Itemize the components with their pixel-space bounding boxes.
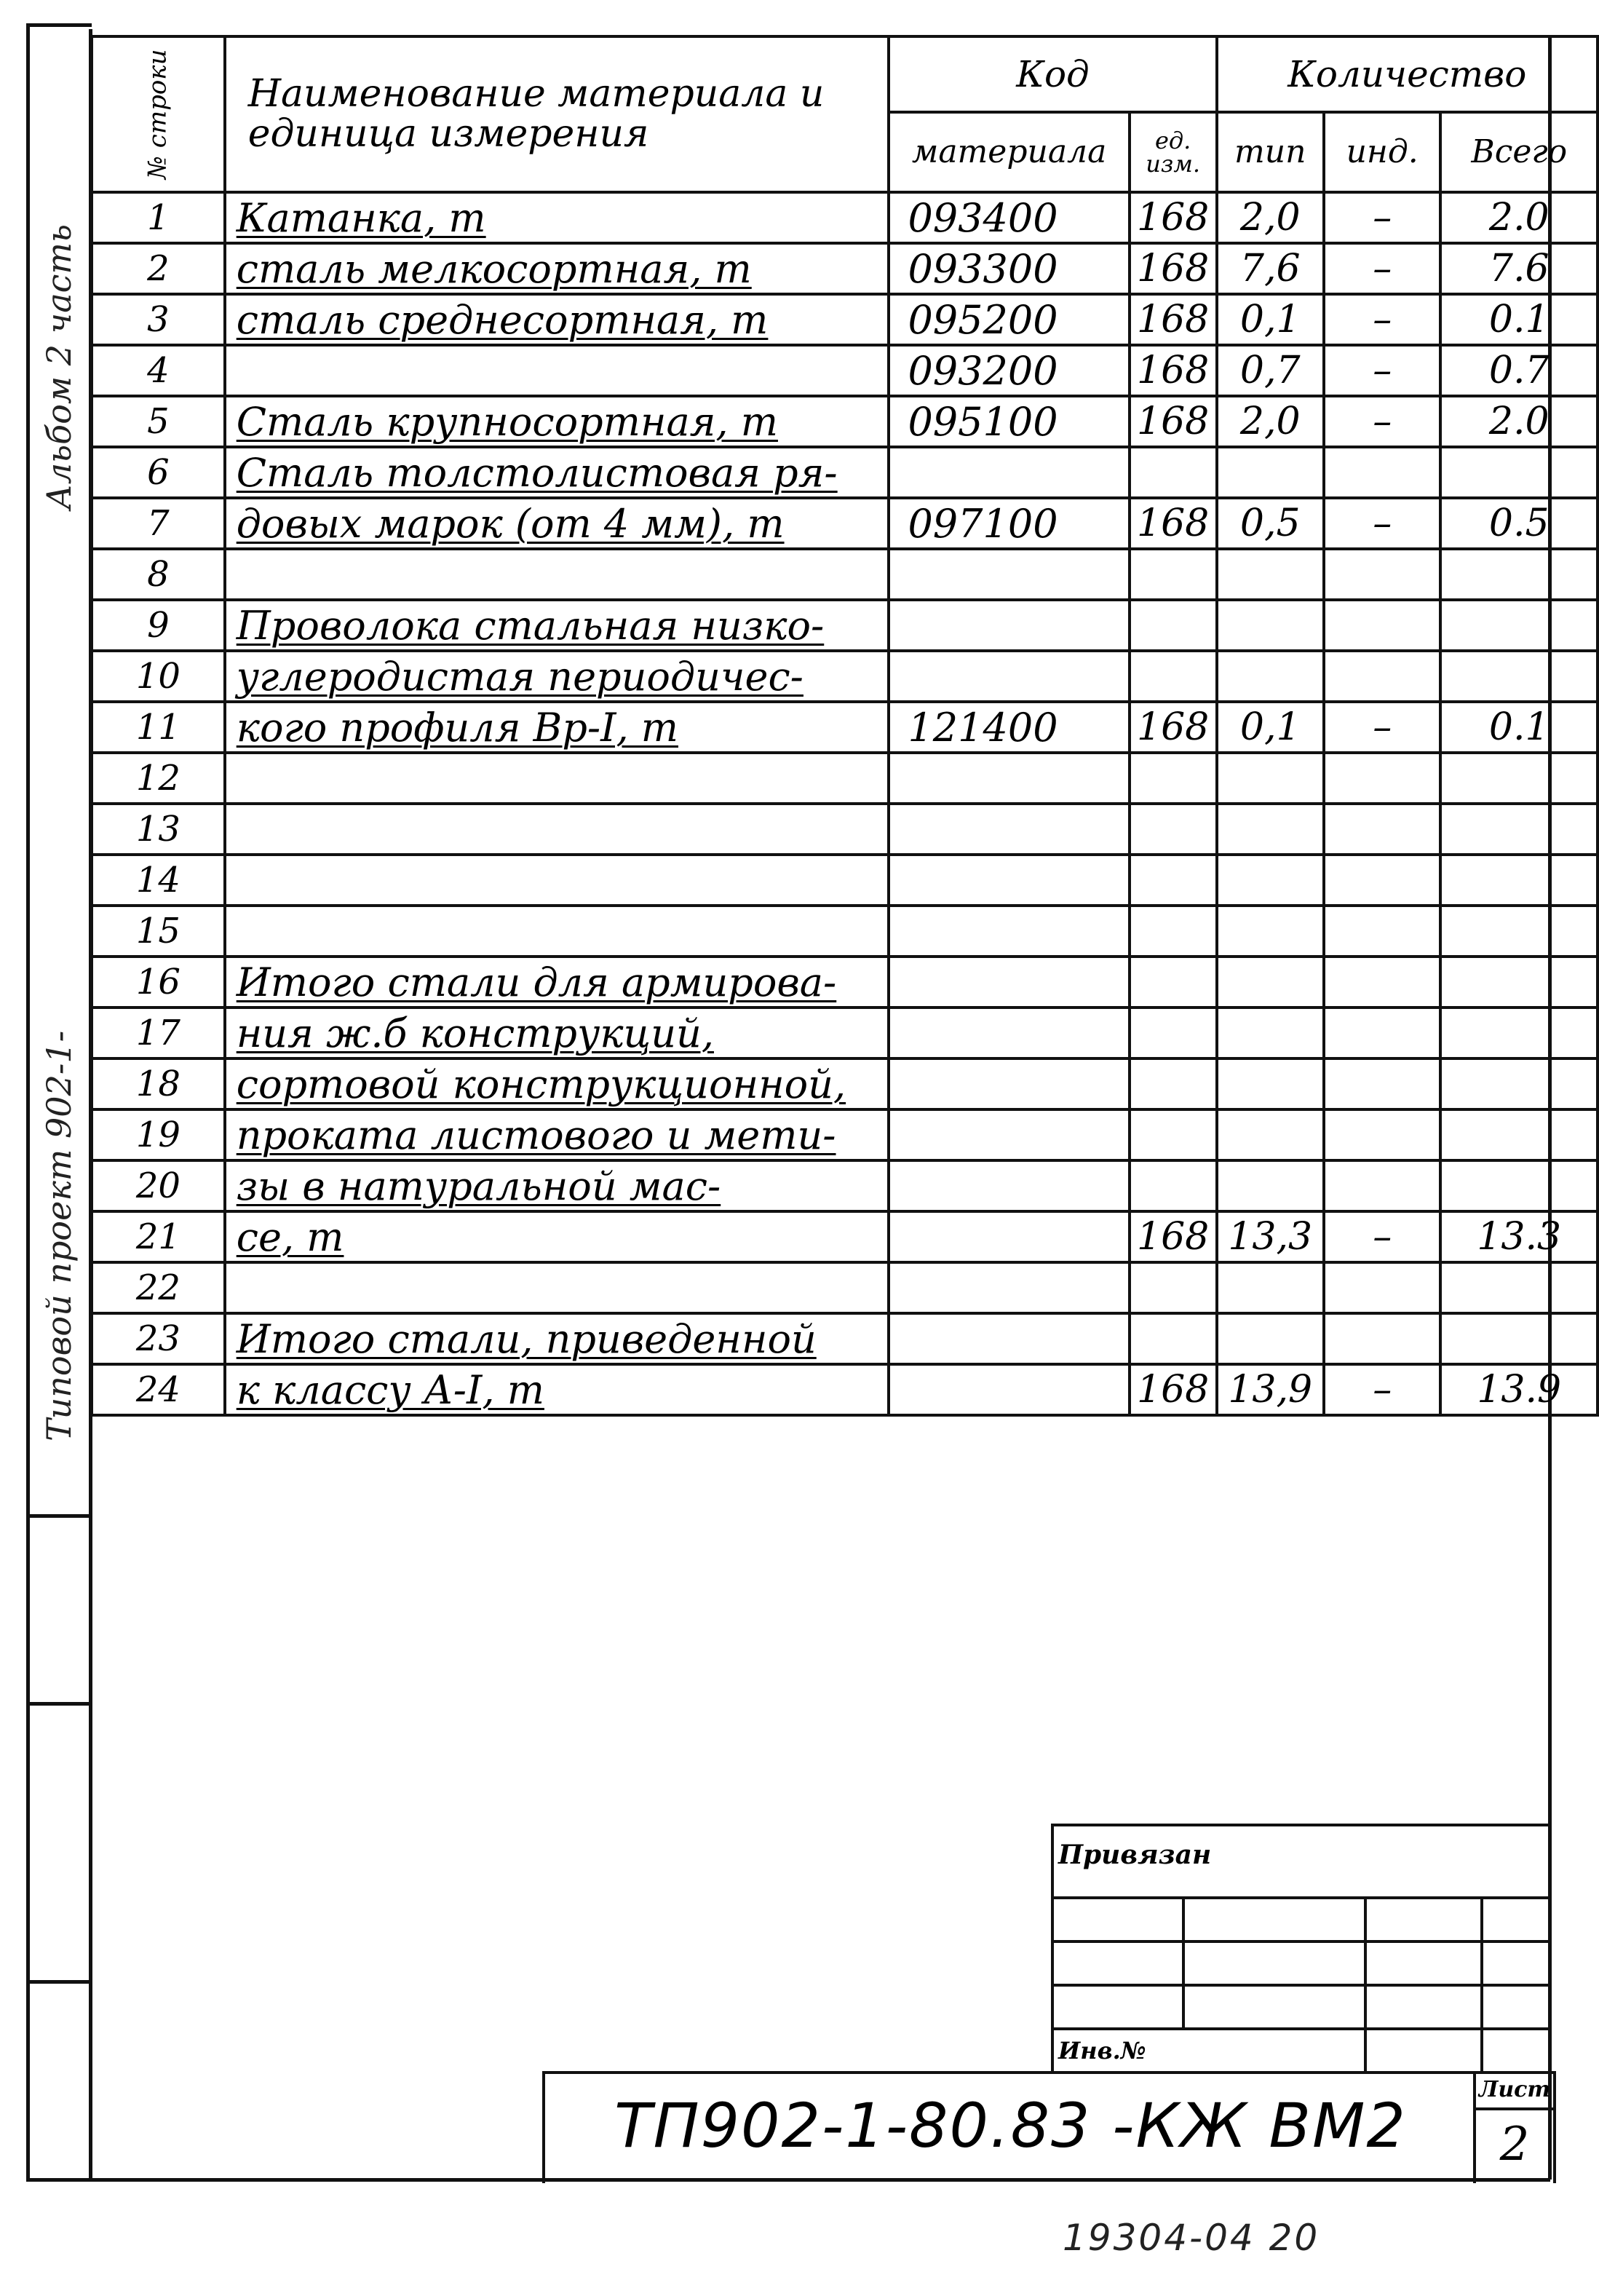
unit-code: 168 — [1130, 345, 1217, 396]
qty-type — [1217, 906, 1324, 957]
unit-code — [1130, 804, 1217, 855]
material-name — [225, 1262, 889, 1313]
material-code — [889, 1058, 1129, 1109]
archive-code: 19304-04 20 — [1063, 2217, 1320, 2259]
row-number: 21 — [92, 1211, 225, 1262]
qty-total — [1440, 957, 1598, 1008]
qty-total: 2.0 — [1440, 192, 1598, 243]
stamp-cell — [1183, 1898, 1365, 1941]
unit-code — [1130, 957, 1217, 1008]
table-row — [92, 855, 1598, 906]
stamp-cell — [1482, 1941, 1552, 1985]
table-row — [92, 702, 1598, 753]
row-number: 1 — [92, 192, 225, 243]
material-code — [889, 600, 1129, 651]
table-row — [92, 1211, 1598, 1262]
table-row — [92, 1109, 1598, 1160]
qty-type: 0,7 — [1217, 345, 1324, 396]
sheet-label: Лист — [1476, 2077, 1553, 2110]
qty-individual: – — [1324, 345, 1441, 396]
table-row — [92, 600, 1598, 651]
material-code — [889, 1160, 1129, 1211]
qty-total: 0.1 — [1440, 702, 1598, 753]
qty-individual — [1324, 1313, 1441, 1364]
material-code — [889, 1109, 1129, 1160]
row-number: 3 — [92, 294, 225, 345]
material-name: Итого стали для армирова- — [225, 957, 889, 1008]
qty-individual: – — [1324, 1211, 1441, 1262]
qty-individual — [1324, 1008, 1441, 1058]
table-row — [92, 243, 1598, 294]
row-number: 9 — [92, 600, 225, 651]
row-number: 23 — [92, 1313, 225, 1364]
material-code — [889, 651, 1129, 702]
row-number: 11 — [92, 702, 225, 753]
material-code: 093200 — [889, 345, 1129, 396]
row-number: 5 — [92, 396, 225, 447]
material-name: се, т — [225, 1211, 889, 1262]
qty-total: 0.5 — [1440, 498, 1598, 549]
stamp-cell — [1183, 1941, 1365, 1985]
row-number: 17 — [92, 1008, 225, 1058]
header-qty-total: Всего — [1440, 112, 1598, 192]
qty-type: 0,5 — [1217, 498, 1324, 549]
qty-individual: – — [1324, 294, 1441, 345]
unit-code — [1130, 1160, 1217, 1211]
qty-type — [1217, 447, 1324, 498]
header-material-name: Наименование материала и единица измерения — [225, 36, 889, 192]
unit-code: 168 — [1130, 702, 1217, 753]
qty-total — [1440, 1262, 1598, 1313]
material-code — [889, 447, 1129, 498]
header-row-number: № строки — [92, 36, 225, 192]
qty-total: 7.6 — [1440, 243, 1598, 294]
qty-individual — [1324, 1058, 1441, 1109]
qty-type — [1217, 957, 1324, 1008]
sheet-number-box — [1473, 2071, 1556, 2183]
binding-stamp — [1051, 1824, 1552, 2074]
qty-type: 2,0 — [1217, 192, 1324, 243]
unit-code — [1130, 753, 1217, 804]
material-name — [225, 753, 889, 804]
table-row — [92, 294, 1598, 345]
material-code: 095100 — [889, 396, 1129, 447]
table-row — [92, 1364, 1598, 1415]
row-number: 7 — [92, 498, 225, 549]
material-name — [225, 345, 889, 396]
unit-code — [1130, 600, 1217, 651]
qty-individual: – — [1324, 192, 1441, 243]
title-block — [542, 2071, 1476, 2183]
sheet-number: 2 — [1499, 2118, 1530, 2172]
qty-type — [1217, 1008, 1324, 1058]
stamp-cell — [1365, 2029, 1482, 2073]
stamp-cell — [1052, 1985, 1183, 2029]
qty-individual — [1324, 549, 1441, 600]
qty-individual — [1324, 447, 1441, 498]
table-row — [92, 447, 1598, 498]
unit-code: 168 — [1130, 1364, 1217, 1415]
table-row — [92, 1262, 1598, 1313]
unit-code: 168 — [1130, 498, 1217, 549]
sidebar-divider-3 — [26, 1980, 92, 1984]
qty-individual — [1324, 1160, 1441, 1211]
row-number: 12 — [92, 753, 225, 804]
header-code: Код — [889, 36, 1216, 112]
unit-code — [1130, 1262, 1217, 1313]
material-code — [889, 1008, 1129, 1058]
unit-code — [1130, 447, 1217, 498]
stamp-cell — [1183, 1985, 1365, 2029]
frame-top-line — [26, 23, 92, 27]
unit-code — [1130, 651, 1217, 702]
row-number: 10 — [92, 651, 225, 702]
qty-type: 13,3 — [1217, 1211, 1324, 1262]
qty-individual: – — [1324, 498, 1441, 549]
qty-individual — [1324, 855, 1441, 906]
row-number: 4 — [92, 345, 225, 396]
row-number: 19 — [92, 1109, 225, 1160]
stamp-cell — [1052, 1941, 1183, 1985]
table-row — [92, 345, 1598, 396]
qty-total: 13.3 — [1440, 1211, 1598, 1262]
material-spec-table — [90, 35, 1599, 1417]
material-name: Сталь крупносортная, т — [225, 396, 889, 447]
unit-code: 168 — [1130, 294, 1217, 345]
stamp-cell — [1052, 1898, 1183, 1941]
row-number: 2 — [92, 243, 225, 294]
table-row — [92, 192, 1598, 243]
qty-type — [1217, 1262, 1324, 1313]
material-code — [889, 1262, 1129, 1313]
unit-code: 168 — [1130, 243, 1217, 294]
unit-code — [1130, 1109, 1217, 1160]
qty-total — [1440, 1313, 1598, 1364]
unit-code — [1130, 1313, 1217, 1364]
qty-total — [1440, 447, 1598, 498]
qty-type: 7,6 — [1217, 243, 1324, 294]
material-name: Сталь толстолистовая ря- — [225, 447, 889, 498]
table-row — [92, 396, 1598, 447]
unit-code — [1130, 1058, 1217, 1109]
qty-type — [1217, 1160, 1324, 1211]
frame-left-line — [26, 23, 30, 2180]
qty-individual: – — [1324, 243, 1441, 294]
header-quantity: Количество — [1217, 36, 1598, 112]
qty-total — [1440, 1109, 1598, 1160]
qty-individual: – — [1324, 1364, 1441, 1415]
stamp-cell — [1482, 1898, 1552, 1941]
qty-total — [1440, 906, 1598, 957]
qty-total: 13.9 — [1440, 1364, 1598, 1415]
material-name: углеродистая периодичес- — [225, 651, 889, 702]
qty-total: 2.0 — [1440, 396, 1598, 447]
material-code: 097100 — [889, 498, 1129, 549]
material-code — [889, 855, 1129, 906]
material-name: к классу А-I, т — [225, 1364, 889, 1415]
material-name: Катанка, т — [225, 192, 889, 243]
table-row — [92, 651, 1598, 702]
table-row — [92, 906, 1598, 957]
stamp-bound-label: Привязан — [1052, 1825, 1552, 1898]
stamp-inv-label: Инв.№ — [1052, 2029, 1365, 2073]
qty-individual — [1324, 1262, 1441, 1313]
material-name: сортовой конструкционной, — [225, 1058, 889, 1109]
table-row — [92, 1008, 1598, 1058]
qty-individual: – — [1324, 396, 1441, 447]
qty-type: 13,9 — [1217, 1364, 1324, 1415]
row-number: 22 — [92, 1262, 225, 1313]
material-code — [889, 906, 1129, 957]
material-code: 095200 — [889, 294, 1129, 345]
qty-type: 2,0 — [1217, 396, 1324, 447]
table-row — [92, 1160, 1598, 1211]
qty-total — [1440, 651, 1598, 702]
spec-table-body — [92, 192, 1598, 1415]
row-number: 13 — [92, 804, 225, 855]
stamp-cell — [1365, 1898, 1482, 1941]
qty-total: 0.7 — [1440, 345, 1598, 396]
material-code — [889, 549, 1129, 600]
qty-individual — [1324, 753, 1441, 804]
table-row — [92, 753, 1598, 804]
sidebar-divider-2 — [26, 1702, 92, 1706]
qty-individual — [1324, 804, 1441, 855]
table-row — [92, 1058, 1598, 1109]
qty-type — [1217, 651, 1324, 702]
material-code: 093400 — [889, 192, 1129, 243]
row-number: 14 — [92, 855, 225, 906]
sidebar-project-text: Типовой проект 902-1- — [39, 1030, 79, 1441]
material-code — [889, 804, 1129, 855]
header-code-unit: ед. изм. — [1130, 112, 1217, 192]
material-name: ния ж.б конструкций, — [225, 1008, 889, 1058]
qty-total — [1440, 753, 1598, 804]
qty-total — [1440, 1058, 1598, 1109]
qty-individual — [1324, 906, 1441, 957]
material-name — [225, 549, 889, 600]
material-code — [889, 753, 1129, 804]
qty-individual — [1324, 1109, 1441, 1160]
sidebar-divider-1 — [26, 1514, 92, 1518]
table-row — [92, 549, 1598, 600]
qty-type — [1217, 855, 1324, 906]
row-number: 20 — [92, 1160, 225, 1211]
document-code: ТП902-1-80.83 -КЖ ВМ2 — [614, 2090, 1407, 2161]
material-code — [889, 1211, 1129, 1262]
unit-code: 168 — [1130, 1211, 1217, 1262]
qty-type: 0,1 — [1217, 294, 1324, 345]
qty-individual — [1324, 651, 1441, 702]
table-row — [92, 804, 1598, 855]
unit-code — [1130, 855, 1217, 906]
material-name: сталь мелкосортная, т — [225, 243, 889, 294]
sidebar-album-text: Альбом 2 часть — [39, 223, 79, 510]
material-name: зы в натуральной мас- — [225, 1160, 889, 1211]
qty-type — [1217, 804, 1324, 855]
qty-individual — [1324, 957, 1441, 1008]
header-qty-individual: инд. — [1324, 112, 1441, 192]
material-code — [889, 1313, 1129, 1364]
table-row — [92, 498, 1598, 549]
row-number: 16 — [92, 957, 225, 1008]
material-name: сталь среднесортная, т — [225, 294, 889, 345]
stamp-cell — [1365, 1941, 1482, 1985]
qty-total — [1440, 1160, 1598, 1211]
qty-total — [1440, 549, 1598, 600]
row-number: 6 — [92, 447, 225, 498]
material-code — [889, 957, 1129, 1008]
unit-code — [1130, 1008, 1217, 1058]
qty-total — [1440, 855, 1598, 906]
row-number: 18 — [92, 1058, 225, 1109]
stamp-cell — [1482, 1985, 1552, 2029]
header-qty-type: тип — [1217, 112, 1324, 192]
material-code — [889, 1364, 1129, 1415]
material-name: Итого стали, приведенной — [225, 1313, 889, 1364]
qty-individual: – — [1324, 702, 1441, 753]
qty-type — [1217, 549, 1324, 600]
material-name: Проволока стальная низко- — [225, 600, 889, 651]
unit-code — [1130, 906, 1217, 957]
row-number: 15 — [92, 906, 225, 957]
qty-type: 0,1 — [1217, 702, 1324, 753]
qty-total: 0.1 — [1440, 294, 1598, 345]
material-name — [225, 804, 889, 855]
unit-code: 168 — [1130, 192, 1217, 243]
qty-total — [1440, 1008, 1598, 1058]
row-number: 24 — [92, 1364, 225, 1415]
material-code: 093300 — [889, 243, 1129, 294]
stamp-cell — [1482, 2029, 1552, 2073]
qty-type — [1217, 1058, 1324, 1109]
material-name: кого профиля Вр-I, т — [225, 702, 889, 753]
qty-type — [1217, 753, 1324, 804]
qty-type — [1217, 1109, 1324, 1160]
table-row — [92, 957, 1598, 1008]
material-name: проката листового и мети- — [225, 1109, 889, 1160]
header-code-material: материала — [889, 112, 1129, 192]
qty-total — [1440, 804, 1598, 855]
unit-code: 168 — [1130, 396, 1217, 447]
material-code: 121400 — [889, 702, 1129, 753]
qty-total — [1440, 600, 1598, 651]
stamp-cell — [1365, 1985, 1482, 2029]
table-row — [92, 1313, 1598, 1364]
qty-type — [1217, 1313, 1324, 1364]
material-name — [225, 906, 889, 957]
qty-individual — [1324, 600, 1441, 651]
material-name — [225, 855, 889, 906]
unit-code — [1130, 549, 1217, 600]
qty-type — [1217, 600, 1324, 651]
row-number: 8 — [92, 549, 225, 600]
material-name: довых марок (от 4 мм), т — [225, 498, 889, 549]
